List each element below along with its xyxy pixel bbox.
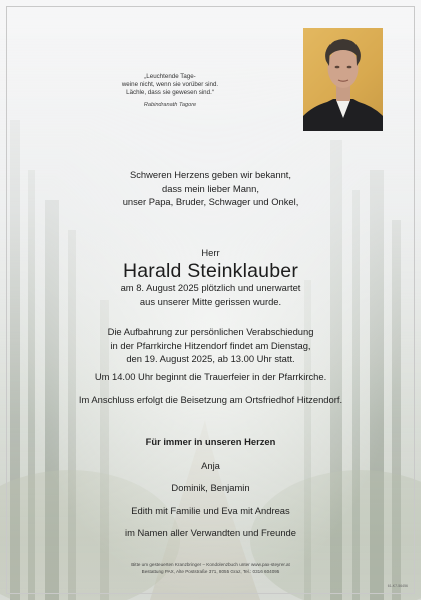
footer-line: Bestattung PAX, Alte Poststraße 371, 8055 Graz, Tel.: 0316 604095 [141, 569, 280, 574]
family-line: Edith mit Familie und Eva mit Andreas [131, 505, 290, 516]
quote-author: Rabindranath Tagore [143, 102, 197, 108]
quote-block [95, 73, 245, 109]
family-line: Dominik, Benjamin [171, 482, 250, 493]
intro-line: dass mein lieber Mann, [162, 182, 259, 194]
deceased-name: Harald Steinklauber [122, 260, 299, 282]
burial-info: Im Anschluss erfolgt die Beisetzung am Ortsfriedhof Hitzendorf. [78, 394, 343, 405]
intro-line: Schweren Herzens geben wir bekannt, [129, 169, 292, 180]
salutation: Herr [201, 247, 220, 258]
portrait-photo [303, 28, 383, 131]
wake-line: Die Aufbahrung zur persönlichen Verabschiedung [107, 326, 314, 337]
quote-line: „Leuchtende Tage- [144, 73, 196, 80]
quote-line: Lächle, dass sie gewesen sind.“ [126, 89, 214, 96]
intro-line: unser Papa, Bruder, Schwager und Onkel, [122, 196, 299, 208]
intro-text [0, 168, 421, 209]
family-line: im Namen aller Verwandten und Freunde [125, 527, 296, 538]
footer-line: Bitte um gesteuerten Kranzbringer – Kondolenzbuch unter www.pax-steyrer.at [131, 562, 290, 567]
wake-line: den 19. August 2025, ab 13.00 Uhr statt. [126, 353, 295, 365]
wake-details [0, 325, 421, 366]
quote-line: weine nicht, wenn sie vorüber sind. [121, 81, 219, 88]
footer-text [0, 561, 421, 575]
wake-line: in der Pfarrkirche Hitzendorf findet am Dienstag, [110, 339, 311, 351]
family-line: Anja [201, 460, 220, 471]
death-notice-line: am 8. August 2025 plötzlich und unerwartet [120, 282, 301, 293]
death-notice-line: aus unserer Mitte gerissen wurde. [139, 295, 282, 307]
death-notice [0, 281, 421, 308]
service-time: Um 14.00 Uhr beginnt die Trauerfeier in der Pfarrkirche. [94, 371, 327, 382]
family-heading: Für immer in unseren Herzen [145, 436, 276, 447]
document-code: 61-K7-56456 [387, 584, 408, 588]
